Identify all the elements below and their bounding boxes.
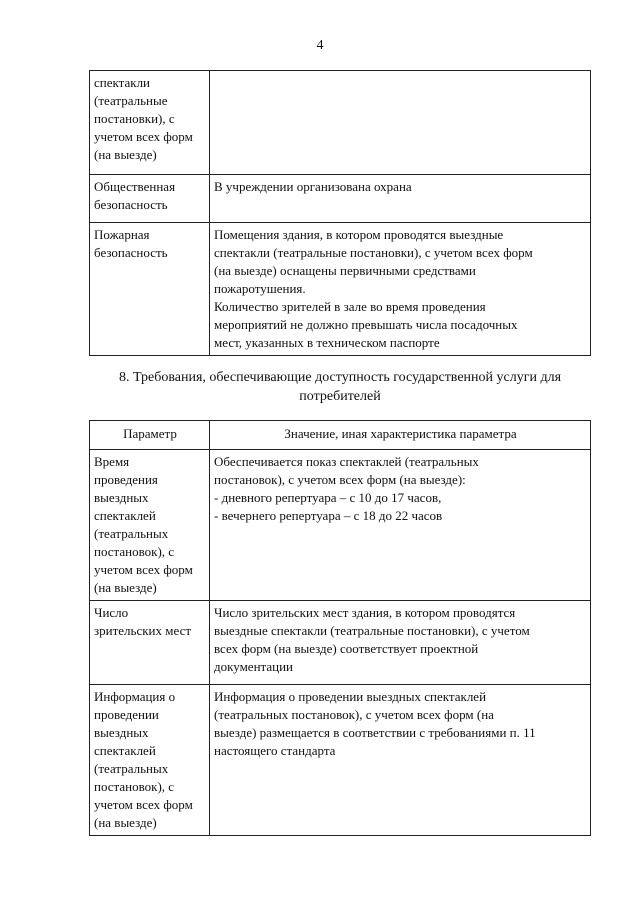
table-row	[90, 223, 591, 356]
header-value: Значение, иная характеристика параметра	[210, 421, 591, 450]
table-accessibility	[89, 420, 591, 836]
param-cell: спектакли (театральные постановки), с учетом всех форм (на выезде)	[90, 71, 210, 175]
table-row	[90, 71, 591, 175]
param-cell: Число зрительских мест	[90, 601, 210, 685]
table-row	[90, 601, 591, 685]
param-cell: Информация о проведении выездных спектаклей (театральных постановок), с учетом всех форм (на выезде)	[90, 685, 210, 836]
table-continuation	[89, 70, 591, 356]
value-cell: Помещения здания, в котором проводятся выездные спектакли (театральные постановки), с учетом всех форм (на выезде) оснащены первичными средствами пожаротушения. Количество зрителей в зале во время проведения мероприятий не должно превышать числа посадочных мест, указанных в техническом паспорте	[210, 223, 591, 356]
table-row	[90, 450, 591, 601]
param-cell: Пожарная безопасность	[90, 223, 210, 356]
value-cell: Число зрительских мест здания, в котором проводятся выездные спектакли (театральные постановки), с учетом всех форм (на выезде) соответствует проектной документации	[210, 601, 591, 685]
header-param: Параметр	[90, 421, 210, 450]
section-heading	[89, 368, 591, 406]
table-header-row	[90, 421, 591, 450]
value-cell: Информация о проведении выездных спектаклей (театральных постановок), с учетом всех форм (на выезде) размещается в соответствии с требованиями п. 11 настоящего стандарта	[210, 685, 591, 836]
section-heading-line2: потребителей	[299, 389, 381, 404]
param-cell: Общественная безопасность	[90, 175, 210, 223]
param-cell: Время проведения выездных спектаклей (театральных постановок), с учетом всех форм (на выезде)	[90, 450, 210, 601]
value-cell: Обеспечивается показ спектаклей (театральных постановок), с учетом всех форм (на выезде): - дневного репертуара – с 10 до 17 часов, - вечернего репертуара – с 18 до 22 часов	[210, 450, 591, 601]
page-number: 4	[316, 38, 324, 53]
table-row	[90, 685, 591, 836]
value-cell: В учреждении организована охрана	[210, 175, 591, 223]
table-row	[90, 175, 591, 223]
section-heading-line1: 8. Требования, обеспечивающие доступность государственной услуги для	[118, 370, 562, 385]
value-cell	[210, 71, 591, 175]
